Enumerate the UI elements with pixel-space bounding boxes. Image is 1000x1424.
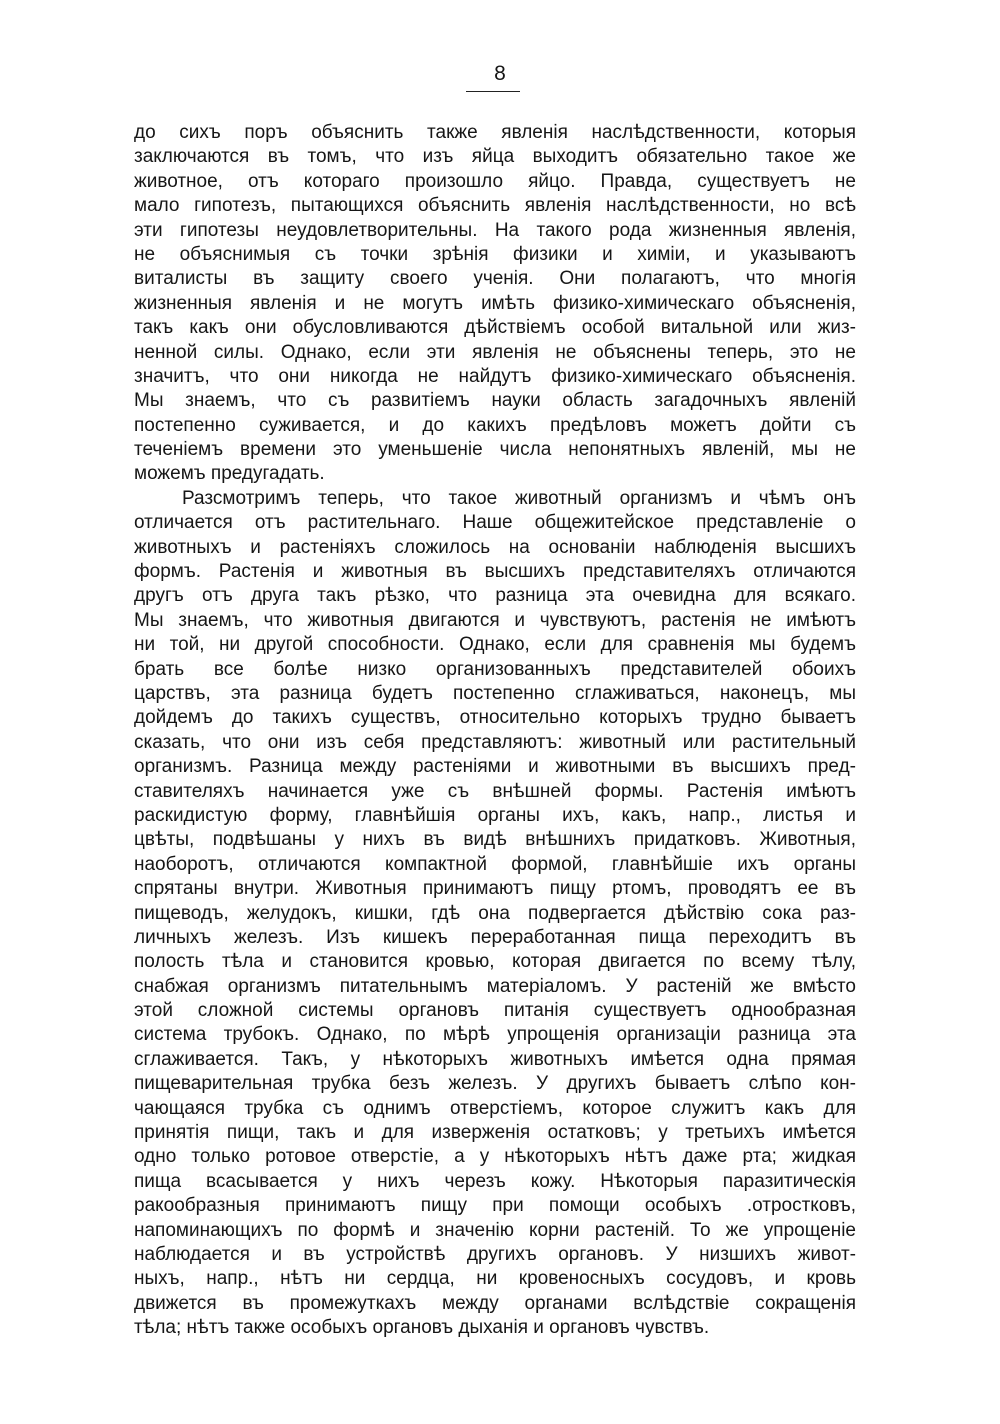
text-line: заключаются въ томъ, что изъ яйца выходитъ обязательно такое же [134, 146, 856, 168]
text-line: Мы знаемъ, что животныя двигаются и чувствуютъ, растенія не имѣютъ [134, 609, 856, 631]
text-line: движется въ промежуткахъ между органами вслѣдствіе сокращенія [134, 1292, 856, 1314]
page-number-rule [466, 91, 520, 92]
text-line: формъ. Растенія и животныя въ высшихъ представителяхъ отличаются [134, 561, 856, 583]
text-line: напоминающихъ по формѣ и значенію корни растеній. То же упрощеніе [134, 1219, 856, 1241]
text-line: система трубокъ. Однако, по мѣрѣ упрощенія организаціи разница эта [134, 1024, 856, 1046]
text-line: тѣла; нѣтъ также особыхъ органовъ дыханія и органовъ чувствъ. [134, 1317, 710, 1339]
text-line: организмъ. Разница между растеніями и животными въ высшихъ пред- [134, 756, 856, 778]
text-line: мало гипотезъ, пытающихся объяснить явленія наслѣдственности, но всѣ [134, 195, 856, 217]
text-line: сказать, что они изъ себя представляютъ: животный или растительный [134, 731, 856, 753]
text-line: не объяснимыя съ точки зрѣнія физики и химіи, и указываютъ [134, 243, 856, 265]
text-line: дойдемъ до такихъ существъ, относительно которыхъ трудно бываетъ [134, 707, 856, 729]
text-line: царствъ, эта разница будетъ постепенно сглаживаться, наконецъ, мы [134, 682, 856, 704]
text-line: можемъ предугадать. [134, 463, 325, 485]
paragraph [134, 121, 856, 487]
text-line: отличается отъ растительнаго. Наше общежитейское представленіе о [134, 512, 856, 534]
text-line: цвѣты, подвѣшаны у нихъ въ видѣ внѣшнихъ придатковъ. Животныя, [134, 829, 856, 851]
text-line: полость тѣла и становится кровью, которая двигается по всему тѣлу, [134, 951, 856, 973]
text-line: теченіемъ времени это уменьшеніе числа непонятныхъ явленій, мы не [134, 439, 856, 461]
text-line: этой сложной системы органовъ питанія существуетъ однообразная [134, 1000, 856, 1022]
text-line: брать все болѣе низко организованныхъ представителей обоихъ [134, 658, 856, 680]
paragraph [134, 487, 856, 1341]
text-line: другъ отъ друга такъ рѣзко, что разница эта очевидна для всякаго. [134, 585, 856, 607]
text-line: чающаяся трубка съ однимъ отверстіемъ, которое служитъ какъ для [134, 1097, 856, 1119]
text-line: животное, отъ котораго произошло яйцо. Правда, существуетъ не [134, 170, 856, 192]
text-line: значитъ, что они никогда не найдутъ физико-химическаго объясненія. [134, 365, 856, 387]
text-line: жизненныя явленія и не могутъ имѣть физико-химическаго объясненія, [134, 292, 856, 314]
text-line: ракообразныя принимаютъ пищу при помощи особыхъ .отростковъ, [134, 1195, 856, 1217]
text-line: животныхъ и растеніяхъ сложилось на основаніи наблюденія высшихъ [134, 536, 856, 558]
text-line: одно только ротовое отверстіе, а у нѣкоторыхъ нѣтъ даже рта; жидкая [134, 1146, 856, 1168]
text-line: раскидистую форму, главнѣйшія органы ихъ, какъ, напр., листья и [134, 804, 856, 826]
text-line: Мы знаемъ, что съ развитіемъ науки область загадочныхъ явленій [134, 390, 856, 412]
text-line: виталисты въ защиту своего ученія. Они полагаютъ, что многія [134, 268, 856, 290]
body-text [134, 121, 856, 1341]
text-line: ныхъ, напр., нѣтъ ни сердца, ни кровеносныхъ сосудовъ, и кровь [134, 1268, 856, 1290]
text-line: пищеварительная трубка безъ железъ. У другихъ бываетъ слѣпо кон- [134, 1073, 856, 1095]
text-line: принятія пищи, такъ и для изверженія остатковъ; у третьихъ имѣется [134, 1122, 856, 1144]
text-line: до сихъ поръ объяснить также явленія наслѣдственности, которыя [134, 122, 856, 143]
text-line: ненной силы. Однако, если эти явленія не объяснены теперь, это не [134, 341, 856, 363]
text-line: наблюдается и въ устройствѣ другихъ органовъ. У низшихъ живот- [134, 1243, 856, 1265]
text-line: снабжая организмъ питательнымъ матеріаломъ. У растеній же вмѣсто [134, 975, 856, 997]
text-line: пищеводъ, желудокъ, кишки, гдѣ она подвергается дѣйствію сока раз- [134, 902, 856, 924]
text-line: Разсмотримъ теперь, что такое животный организмъ и чѣмъ онъ [182, 487, 856, 509]
text-line: пища всасывается у нихъ черезъ кожу. Нѣкоторыя паразитическія [134, 1170, 856, 1192]
text-line: сглаживается. Такъ, у нѣкоторыхъ животныхъ имѣется одна прямая [134, 1048, 856, 1070]
text-line: ставителяхъ начинается уже съ внѣшней формы. Растенія имѣютъ [134, 780, 856, 802]
text-line: такъ какъ они обусловливаются дѣйствіемъ особой витальной или жиз- [134, 317, 856, 339]
page-number: 8 [494, 62, 506, 85]
text-line: эти гипотезы неудовлетворительны. На такого рода жизненныя явленія, [134, 219, 856, 241]
text-line: спрятаны внутри. Животныя принимаютъ пищу ртомъ, проводятъ ее въ [134, 878, 856, 900]
text-line: наоборотъ, отличаются компактной формой, главнѣйшіе ихъ органы [134, 853, 856, 875]
text-line: личныхъ железъ. Изъ кишекъ переработанная пища переходитъ въ [134, 926, 856, 948]
text-line: ни той, ни другой способности. Однако, если для сравненія мы будемъ [134, 634, 856, 656]
text-line: постепенно суживается, и до какихъ предѣловъ можетъ дойти съ [134, 414, 856, 436]
